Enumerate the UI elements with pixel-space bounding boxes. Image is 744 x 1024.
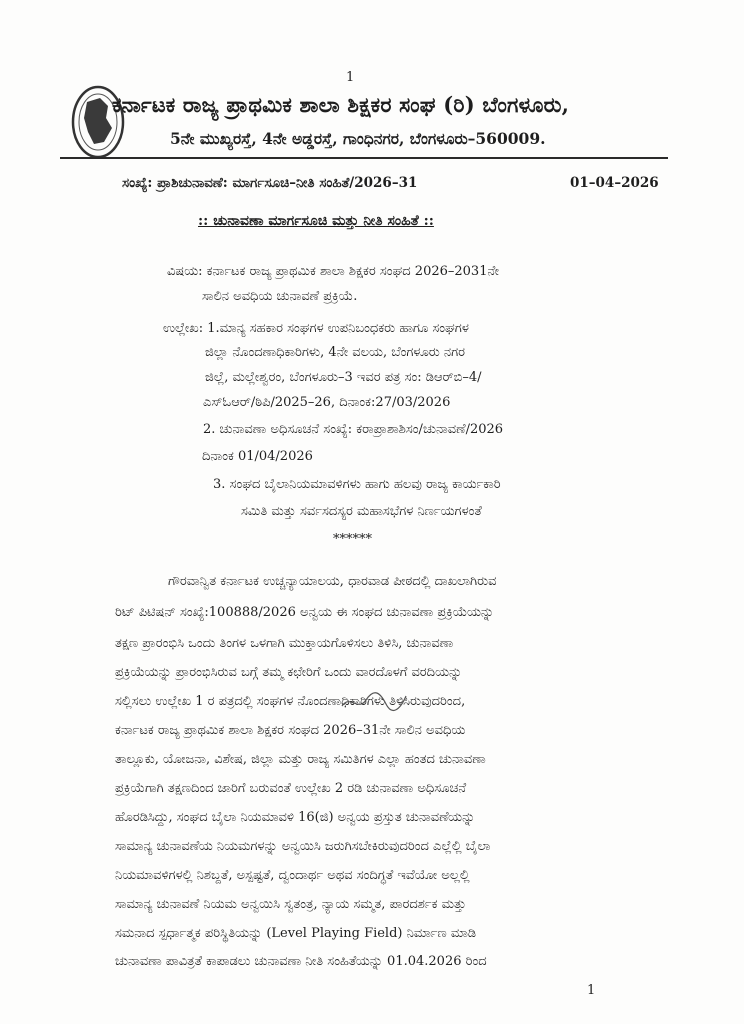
reference-line: ಸಮಿತಿ ಮತ್ತು ಸರ್ವಸದಸ್ಯರ ಮಹಾಸಭೆಗಳ ನಿರ್ಣಯಗಳಂತೆ xyxy=(241,504,482,519)
organization-address: 5ನೇ ಮುಖ್ಯರಸ್ತೆ, 4ನೇ ಅಡ್ಡರಸ್ತೆ, ಗಾಂಧಿನಗರ, ಬೆಂಗಳೂರು–560009. xyxy=(170,129,546,148)
body-line: ಹೊರಡಿಸಿದ್ದು, ಸಂಘದ ಬೈಲಾ ನಿಯಮಾವಳಿ 16(ಜಿ) ಅನ್ವಯ ಪ್ರಸ್ತುತ ಚುನಾವಣೆಯನ್ನು xyxy=(115,810,476,825)
body-line: ತಾಲ್ಲೂಕು, ಯೋಜನಾ, ವಿಶೇಷ, ಜಿಲ್ಲಾ ಮತ್ತು ರಾಜ್ಯ ಸಮಿತಿಗಳ ಎಲ್ಲಾ ಹಂತದ ಚುನಾವಣಾ xyxy=(115,752,486,767)
body-line: ಸಾಮಾನ್ಯ ಚುನಾವಣೆಯ ನಿಯಮಗಳನ್ನು ಅನ್ವಯಿಸಿ ಜರುಗಿಸಬೇಕಿರುವುದರಿಂದ ಎಲ್ಲೆಲ್ಲಿ ಬೈಲಾ xyxy=(115,839,491,854)
reference-line: ದಿನಾಂಕ 01/04/2026 xyxy=(202,449,313,464)
handwritten-mark xyxy=(340,690,408,714)
body-line: ಸಲ್ಲಿಸಲು ಉಲ್ಲೇಖ 1 ರ ಪತ್ರದಲ್ಲಿ ಸಂಘಗಳ ನೊಂದಣಾಧಿಕಾರಿಗಳು ತಿಳಿಸಿರುವುದರಿಂದ, xyxy=(115,694,466,709)
reference-line: ಎಸ್‌ಓಆರ್/ಠಿಪಿ/2025–26, ದಿನಾಂಕ:27/03/2026 xyxy=(203,395,451,410)
reference-line: ಜಿಲ್ಲಾ ನೊಂದಣಾಧಿಕಾರಿಗಳು, 4ನೇ ವಲಯ, ಬೆಂಗಳೂರು ನಗರ xyxy=(205,345,466,360)
body-line: ರಿಟ್ ಪಿಟಿಷನ್ ಸಂಖ್ಯೆ:100888/2026 ಅನ್ವಯ ಈ ಸಂಘದ ಚುನಾವಣಾ ಪ್ರಕ್ರಿಯೆಯನ್ನು xyxy=(115,605,494,620)
reference-line: 3. ಸಂಘದ ಬೈಲಾನಿಯಮಾವಳಿಗಳು ಹಾಗು ಹಲವು ರಾಜ್ಯ ಕಾರ್ಯಕಾರಿ xyxy=(213,477,501,492)
body-line: ಕರ್ನಾಟಕ ರಾಜ್ಯ ಪ್ರಾಥಮಿಕ ಶಾಲಾ ಶಿಕ್ಷಕರ ಸಂಘದ 2026–31ನೇ ಸಾಲಿನ ಅವಧಿಯ xyxy=(115,723,466,738)
page-number-top: 1 xyxy=(346,70,355,85)
reference-line: 2. ಚುನಾವಣಾ ಅಧಿಸೂಚನೆ ಸಂಖ್ಯೆ: ಕರಾಪ್ರಾಶಾಶಿಸಂ/ಚುನಾವಣೆ/2026 xyxy=(203,422,504,437)
body-line: ತಕ್ಷಣ ಪ್ರಾರಂಭಿಸಿ ಒಂದು ತಿಂಗಳ ಒಳಗಾಗಿ ಮುಕ್ತಾಯಗೊಳಿಸಲು ತಿಳಿಸಿ, ಚುನಾವಣಾ xyxy=(115,636,454,651)
body-line: ಚುನಾವಣಾ ಪಾವಿತ್ರತೆ ಕಾಪಾಡಲು ಚುನಾವಣಾ ನೀತಿ ಸಂಹಿತೆಯನ್ನು 01.04.2026 ರಿಂದ xyxy=(115,954,487,969)
organization-name: ಕರ್ನಾಟಕ ರಾಜ್ಯ ಪ್ರಾಥಮಿಕ ಶಾಲಾ ಶಿಕ್ಷಕರ ಸಂಘ (ರಿ) ಬೆಂಗಳೂರು, xyxy=(112,92,570,117)
reference-date: 01–04–2026 xyxy=(570,175,659,191)
reference-line: ಉಲ್ಲೇಖ: 1.ಮಾನ್ಯ ಸಹಕಾರ ಸಂಘಗಳ ಉಪನಿಬಂಧಕರು ಹಾಗೂ ಸಂಘಗಳ xyxy=(163,321,469,336)
body-line: ಗೌರವಾನ್ವಿತ ಕರ್ನಾಟಕ ಉಚ್ಚನ್ಯಾಯಾಲಯ, ಧಾರವಾಡ ಪೀಠದಲ್ಲಿ ದಾಖಲಾಗಿರುವ xyxy=(168,574,497,589)
page-number-bottom: 1 xyxy=(587,983,596,998)
subject-line-2: ಸಾಲಿನ ಅವಧಿಯ ಚುನಾವಣೆ ಪ್ರಕ್ರಿಯೆ. xyxy=(202,289,358,304)
subject-line-1: ವಿಷಯ: ಕರ್ನಾಟಕ ರಾಜ್ಯ ಪ್ರಾಥಮಿಕ ಶಾಲಾ ಶಿಕ್ಷಕರ ಸಂಘದ 2026–2031ನೇ xyxy=(167,264,499,279)
body-line: ಪ್ರಕ್ರಿಯೆಗಾಗಿ ತಕ್ಷಣದಿಂದ ಜಾರಿಗೆ ಬರುವಂತೆ ಉಲ್ಲೇಖ 2 ರಡಿ ಚುನಾವಣಾ ಅಧಿಸೂಚನೆ xyxy=(115,781,467,796)
reference-number: ಸಂಖ್ಯೆ: ಪ್ರಾಶಿಚುನಾವಣೆ: ಮಾರ್ಗಸೂಚಿ–ನೀತಿ ಸಂಹಿತೆ/2026–31 xyxy=(122,175,418,191)
reference-line: ಜಿಲ್ಲೆ, ಮಲ್ಲೇಶ್ವರಂ, ಬೆಂಗಳೂರು–3 ಇವರ ಪತ್ರ ಸಂ: ಡಿಆರ್‌ಬಿ–4/ xyxy=(205,370,482,385)
body-line: ಪ್ರಕ್ರಿಯೆಯನ್ನು ಪ್ರಾರಂಭಿಸಿರುವ ಬಗ್ಗೆ ತಮ್ಮ ಕಛೇರಿಗೆ ಒಂದು ವಾರದೊಳಗೆ ವರದಿಯನ್ನು xyxy=(115,665,463,680)
body-line: ನಿಯಮಾವಳಿಗಳಲ್ಲಿ ನಿಶಬ್ದತೆ, ಅಸ್ಪಷ್ಟತೆ, ದ್ವಂದಾರ್ಥ ಅಥವ ಸಂದಿಗ್ಧತೆ ಇವೆಯೋ ಅಲ್ಲಲ್ಲಿ xyxy=(115,868,470,883)
separator-stars: ****** xyxy=(333,532,372,547)
header-divider xyxy=(60,157,668,159)
body-line: ಸಮನಾದ ಸ್ಪರ್ಧಾತ್ಮಕ ಪರಿಸ್ಥಿತಿಯನ್ನು (Level Playing Field) ನಿರ್ಮಾಣ ಮಾಡಿ xyxy=(115,926,477,941)
body-line: ಸಾಮಾನ್ಯ ಚುನಾವಣೆ ನಿಯಮ ಅನ್ವಯಿಸಿ ಸ್ವತಂತ್ರ, ನ್ಯಾಯ ಸಮ್ಮತ, ಪಾರದರ್ಶಕ ಮತ್ತು xyxy=(115,897,467,912)
document-title: :: ಚುನಾವಣಾ ಮಾರ್ಗಸೂಚಿ ಮತ್ತು ನೀತಿ ಸಂಹಿತೆ :: xyxy=(198,213,434,229)
